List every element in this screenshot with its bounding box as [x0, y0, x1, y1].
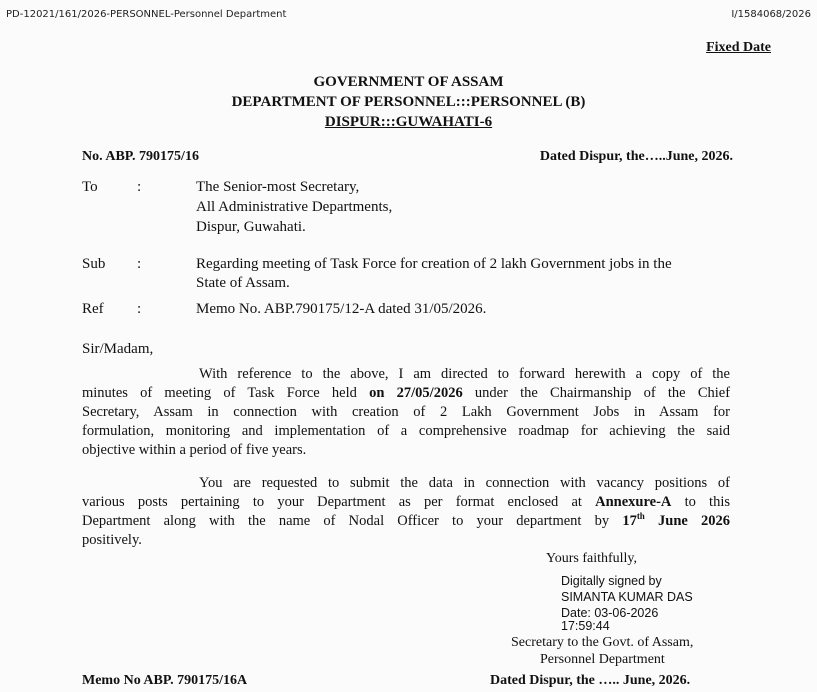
fixed-date-label: Fixed Date	[706, 40, 771, 55]
para1-line: formulation, monitoring and implementation of a comprehensive roadmap for achieving the said	[82, 423, 730, 439]
subject-colon: :	[137, 256, 142, 272]
letter-date: Dated Dispur, the…..June, 2026.	[539, 149, 733, 164]
to-colon: :	[137, 179, 142, 195]
letter-number: No. ABP. 790175/16	[82, 149, 199, 164]
subject-label: Sub	[82, 256, 106, 272]
to-label: To	[82, 179, 98, 195]
para2-line: Department along with the name of Nodal Officer to your department by 17th June 2026	[82, 511, 730, 529]
file-reference: PD-12021/161/2026-PERSONNEL-Personnel Department	[6, 9, 287, 20]
memo-date: Dated Dispur, the ….. June, 2026.	[490, 673, 691, 688]
heading-department: DEPARTMENT OF PERSONNEL:::PERSONNEL (B)	[231, 94, 586, 110]
designation-line: Personnel Department	[540, 652, 665, 667]
para2-line: positively.	[82, 532, 142, 548]
para1-line: Secretary, Assam in connection with creation of 2 Lakh Government Jobs in Assam for	[82, 404, 730, 420]
para1-line: minutes of meeting of Task Force held on 27/05/2026 under the Chairmanship of the Chief	[82, 385, 731, 401]
closing: Yours faithfully,	[546, 551, 638, 566]
memo-number: Memo No ABP. 790175/16A	[82, 673, 248, 688]
digital-signature-line: Digitally signed by	[561, 574, 662, 588]
addressee-line: Dispur, Guwahati.	[196, 219, 306, 235]
para1-line: objective within a period of five years.	[82, 442, 307, 458]
meeting-date: on 27/05/2026	[369, 385, 463, 401]
deadline-date: 17th June 2026	[622, 511, 730, 529]
receipt-number: I/1584068/2026	[731, 9, 811, 20]
heading-address: DISPUR:::GUWAHATI-6	[324, 114, 493, 130]
addressee-line: All Administrative Departments,	[196, 199, 393, 215]
para1-line: With reference to the above, I am directed to forward herewith a copy of the	[199, 366, 730, 382]
annexure-reference: Annexure-A	[595, 494, 672, 510]
signatory-name: SIMANTA KUMAR DAS	[561, 590, 693, 604]
heading-government: GOVERNMENT OF ASSAM	[313, 74, 504, 90]
designation-line: Secretary to the Govt. of Assam,	[511, 635, 694, 650]
reference-label: Ref	[82, 301, 104, 317]
signature-time: 17:59:44	[561, 619, 610, 633]
subject-line: Regarding meeting of Task Force for creation of 2 lakh Government jobs in the	[196, 256, 672, 272]
subject-line: State of Assam.	[196, 275, 290, 291]
para2-line: various posts pertaining to your Department as per format enclosed at Annexure-A to this	[82, 494, 731, 510]
signature-date: Date: 03-06-2026	[561, 606, 659, 620]
reference-text: Memo No. ABP.790175/12-A dated 31/05/2026.	[196, 301, 487, 317]
salutation: Sir/Madam,	[82, 341, 154, 357]
reference-colon: :	[137, 301, 142, 317]
para2-line: You are requested to submit the data in connection with vacancy positions of	[199, 475, 730, 491]
addressee-line: The Senior-most Secretary,	[196, 179, 360, 195]
